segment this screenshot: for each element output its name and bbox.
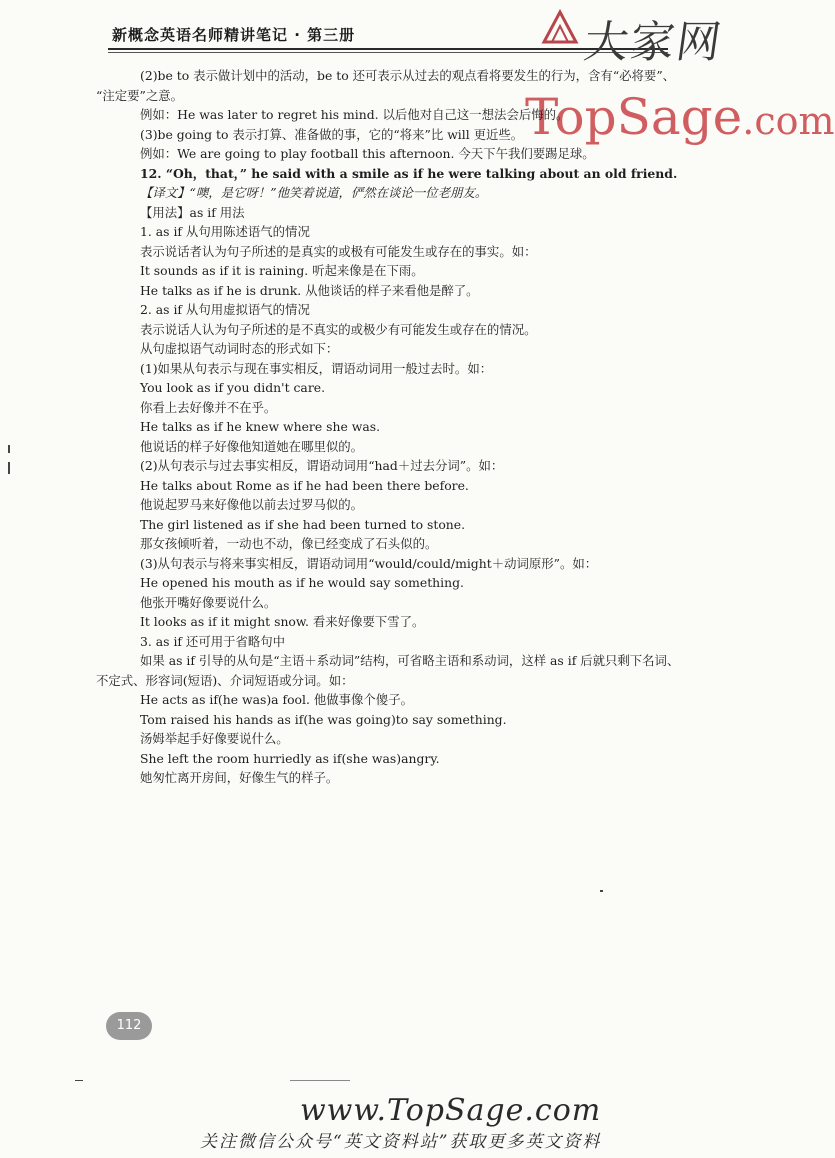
footer-watermark-url: www.TopSage.com	[300, 1093, 602, 1128]
watermark-brand-suffix: .com	[742, 99, 835, 143]
page-number-badge: 112	[106, 1012, 152, 1040]
example-line: It sounds as if it is raining. 听起来像是在下雨。	[140, 263, 424, 278]
example-line: He talks as if he knew where she was.	[140, 419, 381, 434]
body-line: 从句虚拟语气动词时态的形式如下：	[140, 341, 339, 356]
running-header: 新概念英语名师精讲笔记 · 第三册	[112, 26, 356, 44]
example-translation: 那女孩倾听着，一动也不动，像已经变成了石头似的。	[140, 536, 438, 551]
usage-heading: 【用法】as if 用法	[140, 204, 245, 220]
body-line: 例如：We are going to play football this afternoon. 今天下午我们要踢足球。	[140, 146, 595, 161]
example-line: The girl listened as if she had been turned to stone.	[140, 516, 466, 532]
example-translation: 他说话的样子好像他知道她在哪里似的。	[140, 438, 364, 454]
body-line: 表示说话人认为句子所述的是不真实的或极少有可能发生或存在的情况。	[140, 321, 537, 337]
body-line: “注定要”之意。	[96, 87, 184, 103]
footer-watermark-note: 关注微信公众号“英文资料站”获取更多英文资料	[200, 1132, 602, 1152]
example-line: It looks as if it might snow. 看来好像要下雪了。	[140, 614, 425, 629]
scan-speck	[8, 462, 10, 474]
body-line: 例如：He was later to regret his mind. 以后他对自己这一想法会后悔的。	[140, 107, 569, 122]
example-line: You look as if you didn't care.	[140, 380, 326, 395]
example-translation: 你看上去好像并不在乎。	[140, 399, 277, 415]
lesson-sentence-heading: 12. “Oh，that，” he said with a smile as if he were talking about an old friend.	[140, 165, 678, 181]
watermark-logo-icon	[540, 8, 580, 48]
body-line: (1)如果从句表示与现在事实相反，谓语动词用一般过去时。如：	[140, 360, 493, 376]
example-translation: 他说起罗马来好像他以前去过罗马似的。	[140, 497, 364, 512]
example-translation: 她匆忙离开房间，好像生气的样子。	[140, 770, 339, 785]
section-heading: 3. as if 还可用于省略句中	[140, 633, 286, 649]
watermark-site-name: 大家网	[580, 17, 726, 68]
example-line: He talks as if he is drunk. 从他谈话的样子来看他是醉了。	[140, 282, 479, 298]
watermark-brand-name: TopSage	[525, 88, 743, 146]
body-line: 如果 as if 引导的从句是“主语＋系动词”结构，可省略主语和系动词，这样 as if 后就只剩下名词、	[140, 653, 680, 668]
example-line: He acts as if(he was)a fool. 他做事像个傻子。	[140, 692, 413, 707]
scan-speck	[75, 1080, 83, 1081]
example-line: Tom raised his hands as if(he was going)to say something.	[140, 711, 507, 727]
scan-speck	[290, 1080, 350, 1081]
body-line: (3)从句表示与将来事实相反，谓语动词用“would/could/might＋动词原形”。如：	[140, 555, 598, 571]
page-body	[96, 66, 728, 788]
body-line: (2)从句表示与过去事实相反，谓语动词用“had＋过去分词”。如：	[140, 458, 504, 473]
body-line: (2)be to 表示做计划中的活动，be to 还可表示从过去的观点看将要发生的行为，含有“必将要”、	[140, 68, 676, 83]
section-heading: 2. as if 从句用虚拟语气的情况	[140, 302, 310, 317]
example-line: He talks about Rome as if he had been there before.	[140, 477, 469, 493]
body-line: (3)be going to 表示打算、准备做的事，它的“将来”比 will 更近些。	[140, 126, 524, 142]
body-line: 不定式、形容词(短语)、介词短语或分词。如：	[96, 672, 354, 688]
example-translation: 他张开嘴好像要说什么。	[140, 594, 277, 610]
example-line: She left the room hurriedly as if(she was)angry.	[140, 750, 440, 766]
body-line: 表示说话者认为句子所述的是真实的或极有可能发生或存在的事实。如：	[140, 243, 537, 259]
example-translation: 汤姆举起手好像要说什么。	[140, 731, 289, 746]
section-heading: 1. as if 从句用陈述语气的情况	[140, 224, 310, 239]
translation-line: 【译文】“噢，是它呀！”他笑着说道，俨然在谈论一位老朋友。	[140, 185, 488, 200]
scan-speck	[8, 445, 10, 453]
scan-speck	[600, 890, 603, 892]
example-line: He opened his mouth as if he would say something.	[140, 575, 464, 590]
